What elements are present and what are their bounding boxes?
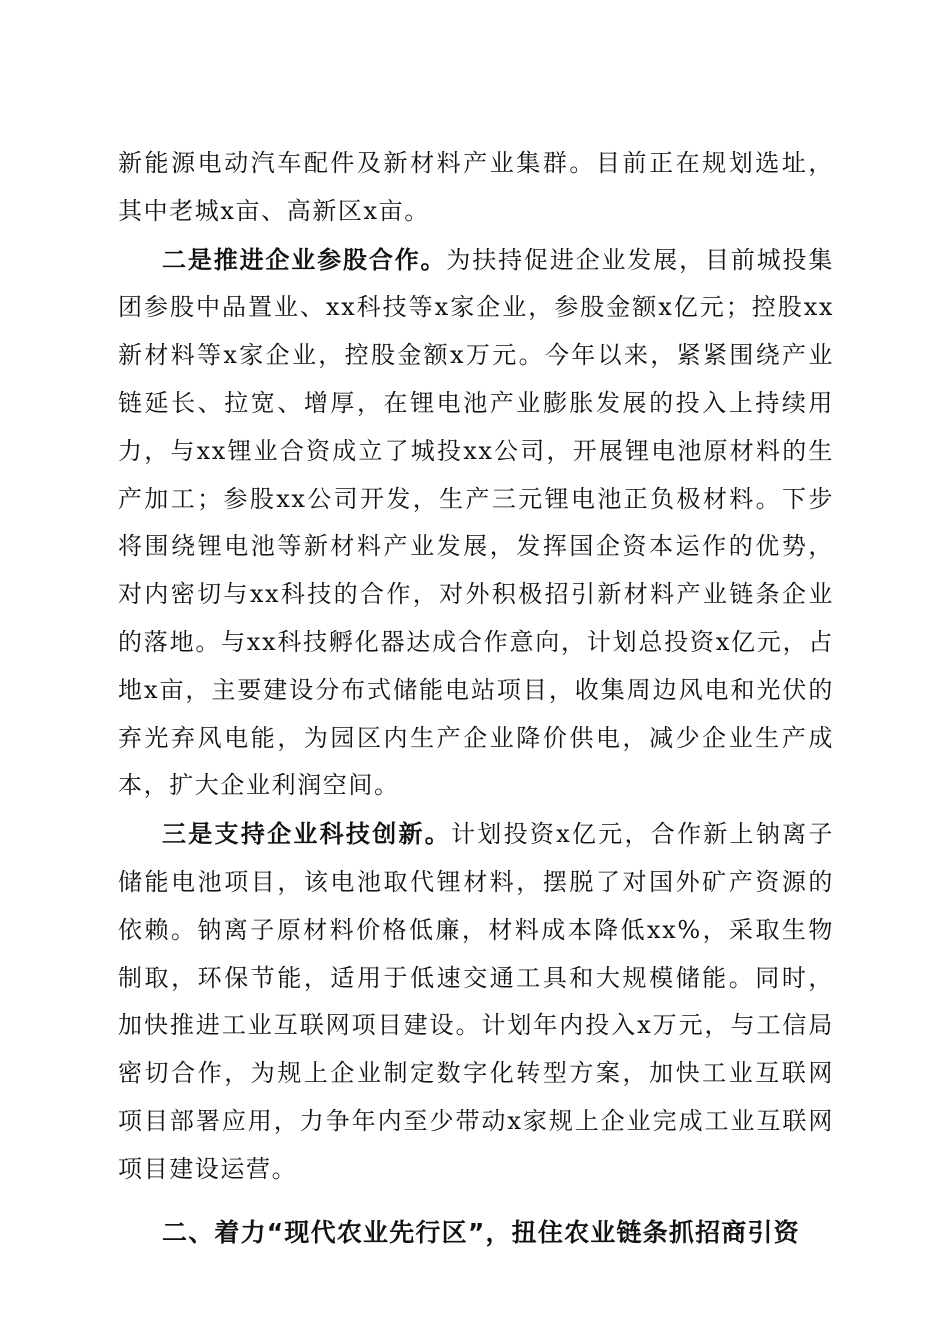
paragraph-text: 计划投资x亿元，合作新上钠离子储能电池项目，该电池取代锂材料，摆脱了对国外矿产资源的依赖。钠离子原材料价格低廉，材料成本降低xx%，采取生物制取，环保节能，适用于低速交通工具和大规模储能。同时，加快推进工业互联网项目建设。计划年内投入x万元，与工信局密切合作，为规上企业制定数字化转型方案，加快工业互联网项目部署应用，力争年内至少带动x家规上企业完成工业互联网项目建设运营。 (118, 820, 834, 1183)
section-heading: 二、着力“现代农业先行区”，扭住农业链条抓招商引资 (162, 1217, 800, 1247)
paragraph-text: 为扶持促进企业发展，目前城投集团参股中品置业、xx科技等x家企业，参股金额x亿元；控股xx新材料等x家企业，控股金额x万元。今年以来，紧紧围绕产业链延长、拉宽、增厚，在锂电池产业膨胀发展的投入上持续用力，与xx锂业合资成立了城投xx公司，开展锂电池原材料的生产加工；参股xx公司开发，生产三元锂电池正负极材料。下步将围绕锂电池等新材料产业发展，发挥国企资本运作的优势，对内密切与xx科技的合作，对外积极招引新材料产业链条企业的落地。与xx科技孵化器达成合作意向，计划总投资x亿元，占地x亩，主要建设分布式储能电站项目，收集周边风电和光伏的弃光弃风电能，为园区内生产企业降价供电，减少企业生产成本，扩大企业利润空间。 (118, 245, 834, 800)
paragraph-enterprise-cooperation (118, 236, 834, 811)
paragraph-text: 新能源电动汽车配件及新材料产业集群。目前正在规划选址，其中老城x亩、高新区x亩。 (118, 149, 834, 225)
paragraph-tech-innovation (118, 810, 834, 1193)
paragraph-lead: 二是推进企业参股合作。 (162, 244, 447, 274)
paragraph-continued (118, 140, 834, 236)
document-page (118, 140, 834, 1258)
paragraph-lead: 三是支持企业科技创新。 (162, 819, 452, 849)
